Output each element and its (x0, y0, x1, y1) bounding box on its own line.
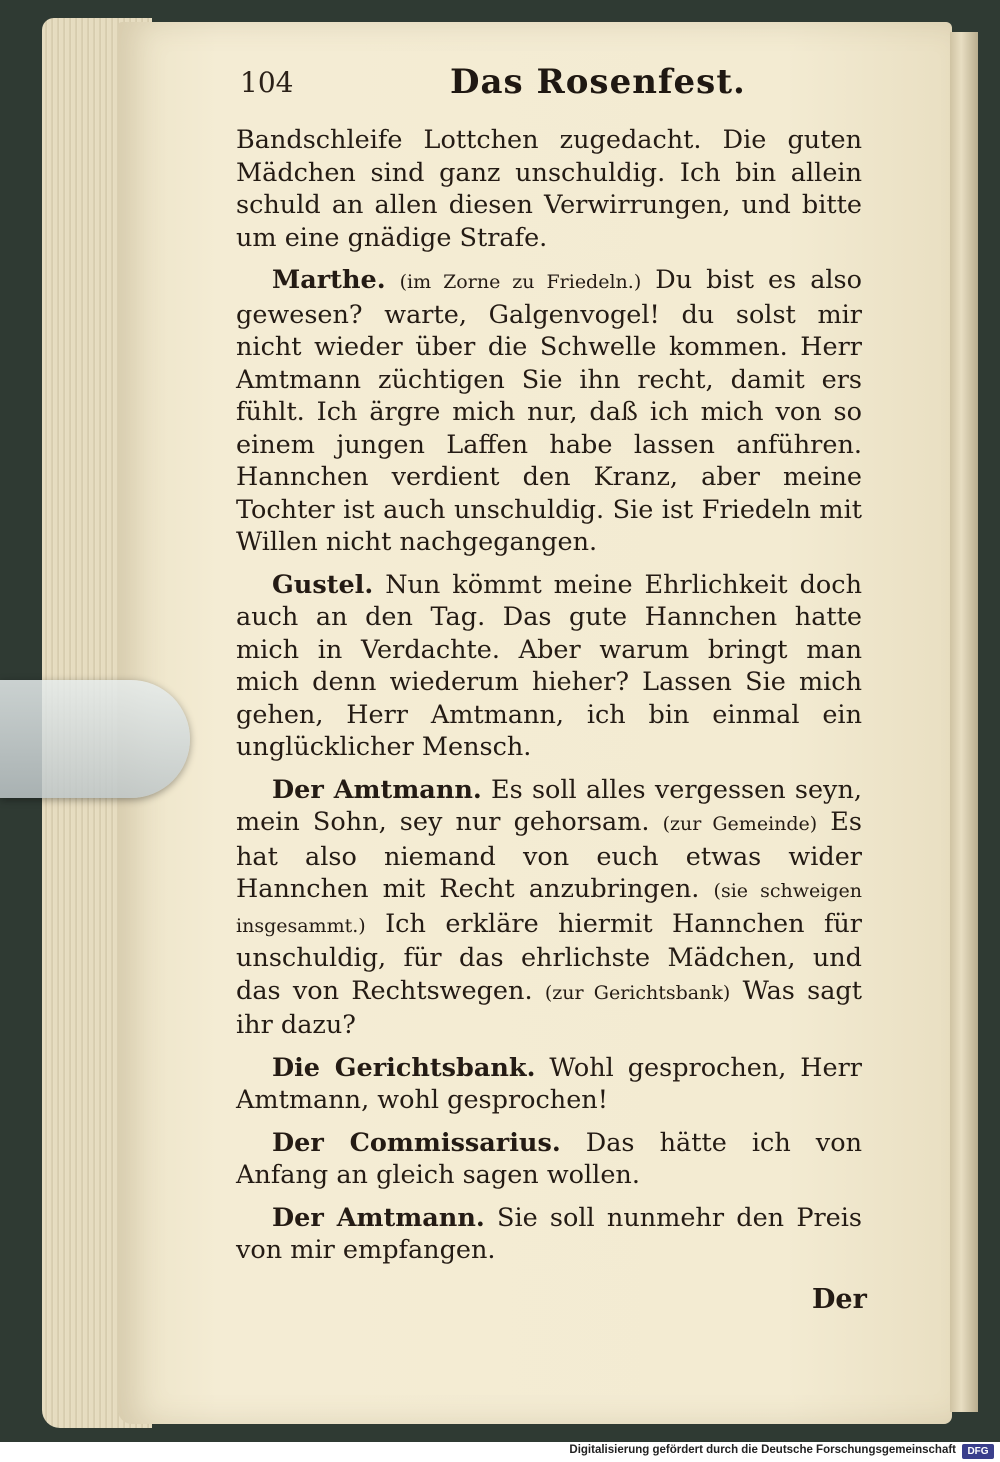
speaker-name: Der Amtmann. (272, 1202, 485, 1233)
page-header (240, 62, 860, 112)
page-number: 104 (240, 66, 294, 99)
running-title: Das Rosenfest. (450, 62, 746, 102)
page-body-text (236, 124, 862, 1277)
speaker-name: Gustel. (272, 569, 374, 600)
stage-direction: (zur Gerichtsbank) (544, 981, 731, 1004)
dialogue-paragraph (236, 264, 862, 559)
dialogue-paragraph (236, 569, 862, 764)
spoken-text: Du bist es also gewesen? warte, Galgenvogel! du solst mir nicht wieder über die Schwelle kommen. Herr Amtmann züchtigen Sie ihn recht, damit ers fühlt. Ich ärgre mich nur, daß ich mich von so einem jungen Laffen habe lassen anführen. Hannchen verdient den Kranz, aber meine Tochter ist auch unschuldig. Sie ist Friedeln mit Willen nicht nachgegangen. (236, 265, 862, 557)
speaker-name: Die Gerichtsbank. (272, 1052, 536, 1083)
speaker-name: Marthe. (272, 265, 386, 295)
page-clip (0, 680, 190, 798)
spoken-text: Nun kömmt meine Ehrlichkeit doch auch an den Tag. Das gute Hannchen hatte mich in Verdachte. Aber warum bringt man mich denn wiederum hieher? Lassen Sie mich gehen, Herr Amtmann, ich bin einmal ein unglücklicher Mensch. (236, 569, 862, 762)
footer-bar (0, 1442, 1000, 1462)
facing-page-edge (950, 32, 978, 1412)
stage-direction: (sie schweigen insgesammt.) (236, 880, 862, 937)
dialogue-paragraph (236, 124, 862, 254)
spoken-text: Das hätte ich von Anfang an gleich sagen wollen. (236, 1127, 862, 1190)
spoken-text: Wohl gesprochen, Herr Amtmann, wohl gesprochen! (236, 1052, 862, 1115)
dialogue-paragraph (236, 1127, 862, 1192)
spoken-text: Es hat also niemand von euch etwas wider Hannchen mit Recht anzubringen. (236, 807, 862, 904)
dialogue-paragraph (236, 1202, 862, 1267)
stage-direction: (zur Gemeinde) (662, 813, 818, 835)
dialogue-paragraph (236, 1052, 862, 1117)
speaker-name: Der Amtmann. (272, 774, 482, 805)
spoken-text: Was sagt ihr dazu? (236, 975, 863, 1040)
footer-credit: Digitalisierung gefördert durch die Deutsche Forschungsgemeinschaft (569, 1444, 956, 1456)
dialogue-paragraph (236, 774, 862, 1042)
dfg-logo: DFG (962, 1444, 994, 1459)
catchword: Der (812, 1284, 867, 1315)
spoken-text: Sie soll nunmehr den Preis von mir empfangen. (236, 1202, 862, 1265)
stage-direction: (im Zorne zu Friedeln.) (399, 271, 642, 293)
spoken-text: Es soll alles vergessen seyn, mein Sohn, sey nur gehorsam. (236, 774, 862, 837)
spoken-text: Ich erkläre hiermit Hannchen für unschuldig, für das ehrlichste Mädchen, und das von Rechtswegen. (236, 908, 862, 1006)
speaker-name: Der Commissarius. (272, 1127, 561, 1158)
spoken-text: Bandschleife Lottchen zugedacht. Die guten Mädchen sind ganz unschuldig. Ich bin allein schuld an allen diesen Verwirrungen, und bitte um eine gnädige Strafe. (236, 125, 862, 253)
